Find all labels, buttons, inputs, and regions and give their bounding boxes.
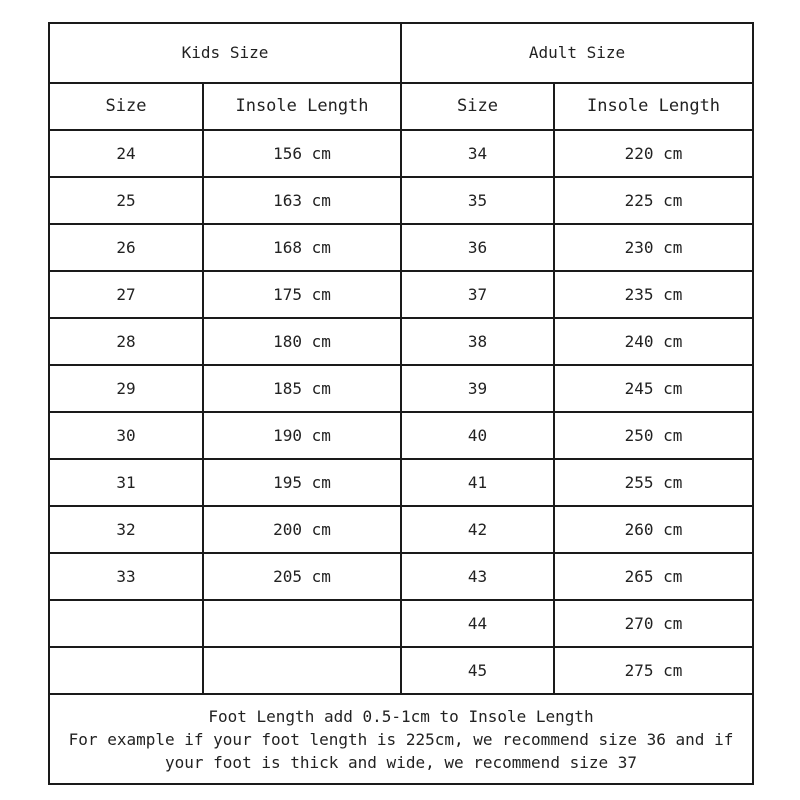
adult-insole-length-cell: 225 cm xyxy=(554,177,753,224)
kids-size-cell: 29 xyxy=(49,365,203,412)
kids-size-cell: 24 xyxy=(49,130,203,177)
kids-size-cell: 33 xyxy=(49,553,203,600)
adult-size-cell: 38 xyxy=(401,318,554,365)
size-chart-body xyxy=(49,23,753,130)
kids-insole-length-cell: 180 cm xyxy=(203,318,401,365)
kids-size-cell: 32 xyxy=(49,506,203,553)
table-row xyxy=(49,459,753,506)
adult-size-cell: 36 xyxy=(401,224,554,271)
column-header-row xyxy=(49,83,753,130)
kids-insole-length-cell: 156 cm xyxy=(203,130,401,177)
kids-insole-length-cell: 163 cm xyxy=(203,177,401,224)
adult-size-cell: 41 xyxy=(401,459,554,506)
kids-insole-length-cell: 168 cm xyxy=(203,224,401,271)
adult-insole-column-header: Insole Length xyxy=(554,83,753,130)
adult-size-cell: 45 xyxy=(401,647,554,694)
kids-size-column-header: Size xyxy=(49,83,203,130)
kids-insole-length-cell: 190 cm xyxy=(203,412,401,459)
group-header-row xyxy=(49,23,753,83)
table-row xyxy=(49,600,753,647)
adult-size-cell: 37 xyxy=(401,271,554,318)
adult-size-cell: 40 xyxy=(401,412,554,459)
table-row xyxy=(49,271,753,318)
table-row xyxy=(49,224,753,271)
kids-size-cell: 31 xyxy=(49,459,203,506)
table-row xyxy=(49,318,753,365)
table-row xyxy=(49,365,753,412)
adult-insole-length-cell: 240 cm xyxy=(554,318,753,365)
kids-insole-length-cell: 175 cm xyxy=(203,271,401,318)
kids-size-cell xyxy=(49,647,203,694)
adult-insole-length-cell: 255 cm xyxy=(554,459,753,506)
kids-size-cell xyxy=(49,600,203,647)
adult-insole-length-cell: 265 cm xyxy=(554,553,753,600)
adult-size-cell: 34 xyxy=(401,130,554,177)
kids-insole-column-header: Insole Length xyxy=(203,83,401,130)
adult-insole-length-cell: 230 cm xyxy=(554,224,753,271)
adult-insole-length-cell: 220 cm xyxy=(554,130,753,177)
kids-insole-length-cell: 200 cm xyxy=(203,506,401,553)
table-row xyxy=(49,553,753,600)
adult-insole-length-cell: 260 cm xyxy=(554,506,753,553)
table-row xyxy=(49,647,753,694)
adult-insole-length-cell: 245 cm xyxy=(554,365,753,412)
kids-insole-length-cell xyxy=(203,647,401,694)
kids-insole-length-cell xyxy=(203,600,401,647)
sizing-note-line-2: For example if your foot length is 225cm, we recommend size 36 and if your foot is thick and wide, we recommend size 37 xyxy=(68,729,734,772)
adult-insole-length-cell: 275 cm xyxy=(554,647,753,694)
adult-size-cell: 35 xyxy=(401,177,554,224)
kids-insole-length-cell: 205 cm xyxy=(203,553,401,600)
table-row xyxy=(49,506,753,553)
kids-size-cell: 27 xyxy=(49,271,203,318)
adult-size-column-header: Size xyxy=(401,83,554,130)
table-row xyxy=(49,130,753,177)
sizing-note-line-1: Foot Length add 0.5-1cm to Insole Length xyxy=(208,706,594,726)
adult-size-cell: 39 xyxy=(401,365,554,412)
adult-size-cell: 42 xyxy=(401,506,554,553)
kids-insole-length-cell: 185 cm xyxy=(203,365,401,412)
table-row xyxy=(49,177,753,224)
kids-size-cell: 28 xyxy=(49,318,203,365)
table-row xyxy=(49,412,753,459)
size-chart-table xyxy=(48,22,754,785)
kids-insole-length-cell: 195 cm xyxy=(203,459,401,506)
kids-size-cell: 25 xyxy=(49,177,203,224)
size-data-rows xyxy=(49,130,753,694)
adult-insole-length-cell: 250 cm xyxy=(554,412,753,459)
adult-insole-length-cell: 235 cm xyxy=(554,271,753,318)
adult-insole-length-cell: 270 cm xyxy=(554,600,753,647)
adult-size-cell: 43 xyxy=(401,553,554,600)
adult-size-group-header: Adult Size xyxy=(401,23,753,83)
kids-size-group-header: Kids Size xyxy=(49,23,401,83)
note-row xyxy=(49,694,753,784)
adult-size-cell: 44 xyxy=(401,600,554,647)
sizing-note-cell xyxy=(49,694,753,784)
kids-size-cell: 26 xyxy=(49,224,203,271)
kids-size-cell: 30 xyxy=(49,412,203,459)
size-chart-footer xyxy=(49,694,753,784)
